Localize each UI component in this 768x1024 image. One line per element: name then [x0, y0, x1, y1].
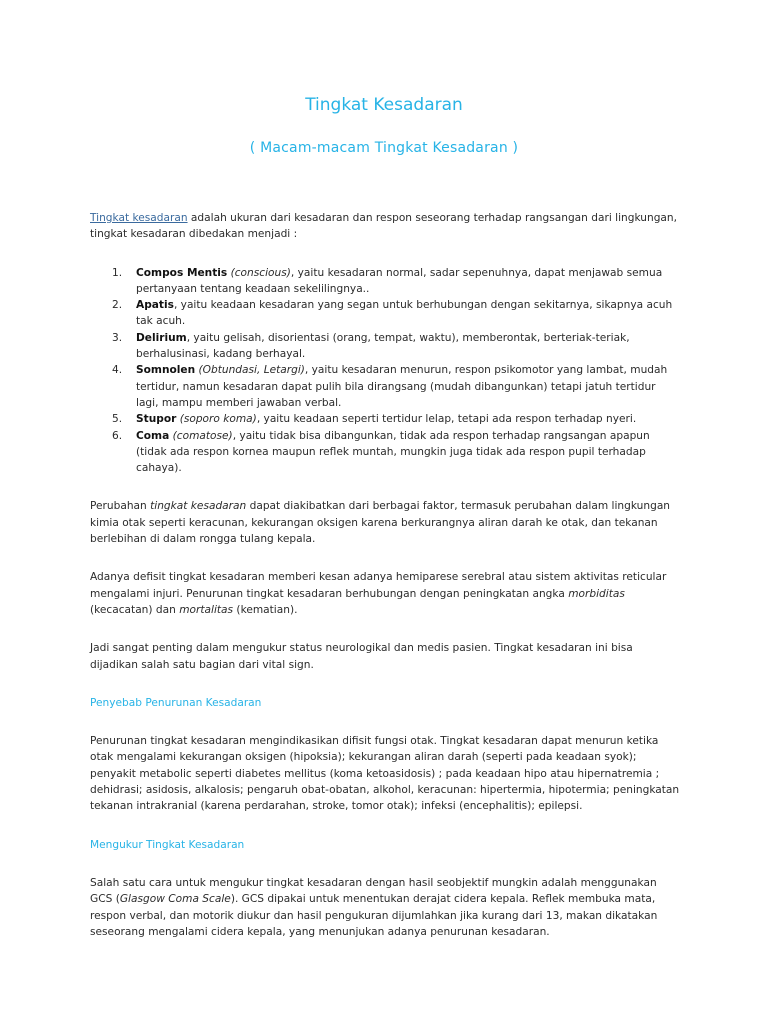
list-number: 5. — [112, 413, 123, 426]
italic-term: Glasgow Coma Scale — [119, 893, 231, 906]
level-term: Stupor — [136, 413, 177, 426]
consciousness-levels-list — [90, 265, 680, 477]
italic-term: morbiditas — [568, 587, 625, 600]
paragraph-text: Adanya defisit tingkat kesadaran memberi kesan adanya hemiparese serebral atau sistem aktivitas reticular mengalami injuri. Penurunan tingkat kesadaran berhubungan dengan peningkatan angka — [90, 571, 667, 600]
intro-text: adalah ukuran dari kesadaran dan respon seseorang terhadap rangsangan dari lingkungan, tingkat kesadaran dibedakan menjadi : — [90, 212, 677, 241]
intro-paragraph — [90, 210, 680, 243]
level-desc: , yaitu keadaan seperti tertidur lelap, tetapi ada respon terhadap nyeri. — [256, 413, 637, 426]
section-heading-penyebab: Penyebab Penurunan Kesadaran — [90, 696, 262, 709]
document-body — [90, 210, 680, 940]
italic-term: mortalitas — [179, 603, 234, 616]
tingkat-kesadaran-link[interactable]: Tingkat kesadaran — [90, 212, 188, 224]
section-heading-mengukur: Mengukur Tingkat Kesadaran — [90, 838, 245, 851]
level-latin: (Obtundasi, Letargi) — [198, 364, 305, 377]
level-desc: , yaitu kesadaran normal, sadar sepenuhnya, dapat menjawab semua pertanyaan tentang keadaan sekelilingnya.. — [136, 266, 663, 295]
list-number: 4. — [112, 364, 123, 377]
level-term: Coma — [136, 429, 170, 442]
paragraph-text: dapat diakibatkan dari berbagai faktor, termasuk perubahan dalam lingkungan kimia otak seperti keracunan, kekurangan oksigen karena berkurangnya aliran darah ke otak, dan tekanan berlebihan di dalam rongga tulang kepala. — [90, 500, 671, 546]
list-item — [90, 411, 680, 427]
level-term: Apatis — [136, 299, 174, 312]
list-item — [90, 297, 680, 330]
level-term: Delirium — [136, 331, 187, 344]
perubahan-paragraph — [90, 498, 680, 547]
level-desc: , yaitu gelisah, disorientasi (orang, tempat, waktu), memberontak, berteriak-teriak, berhalusinasi, kadang berhayal. — [136, 331, 630, 361]
level-term: Somnolen — [136, 364, 196, 377]
level-desc: , yaitu kesadaran menurun, respon psikomotor yang lambat, mudah tertidur, namun kesadaran dapat pulih bila dirangsang (mudah dibangunkan) tetapi jatuh tertidur lagi, mampu memberi jawaban verbal. — [136, 364, 668, 409]
list-item — [90, 330, 680, 363]
paragraph-text: ). GCS dipakai untuk menentukan derajat cidera kepala. Reflek membuka mata, respon verbal, dan motorik diukur dan hasil pengukuran dijumlahkan jika kurang dari 13, makan dikatakan seseorang mengalami cidera kepala, yang menunjukan adanya penurunan kesadaran. — [90, 893, 658, 938]
paragraph-text: Perubahan — [90, 500, 151, 513]
list-item — [90, 362, 680, 411]
level-desc: , yaitu tidak bisa dibangunkan, tidak ada respon terhadap rangsangan apapun (tidak ada respon kornea maupun reflek muntah, mungkin juga tidak ada respon pupil terhadap cahaya). — [136, 429, 650, 475]
level-latin: (conscious) — [230, 266, 291, 279]
jadi-paragraph: Jadi sangat penting dalam mengukur status neurologikal dan medis pasien. Tingkat kesadaran ini bisa dijadikan salah satu bagian dari vital sign. — [90, 642, 633, 671]
penyebab-paragraph: Penurunan tingkat kesadaran mengindikasikan difisit fungsi otak. Tingkat kesadaran dapat menurun ketika otak mengalami kekurangan oksigen (hipoksia); kekurangan aliran darah (seperti pada keadaan syok); penyakit metabolic seperti diabetes mellitus (koma ketoasidosis) ; pada keadaan hipo atau hipernatremia ; dehidrasi; asidosis, alkalosis; pengaruh obat-obatan, alkohol, keracunan: hipertermia, hipotermia; peningkatan tekanan intrakranial (karena perdarahan, stroke, tomor otak); infeksi (encephalitis); epilepsi. — [90, 735, 680, 813]
level-latin: (comatose) — [172, 429, 233, 442]
list-number: 1. — [112, 266, 123, 279]
list-item — [90, 428, 680, 477]
mengukur-paragraph — [90, 875, 680, 940]
italic-term: tingkat kesadaran — [150, 500, 247, 513]
defisit-paragraph — [90, 569, 680, 618]
list-number: 3. — [112, 331, 123, 344]
level-desc: , yaitu keadaan kesadaran yang segan untuk berhubungan dengan sekitarnya, sikapnya acuh tak acuh. — [136, 299, 673, 328]
page-subtitle: ( Macam-macam Tingkat Kesadaran ) — [249, 140, 519, 156]
paragraph-text: (kecacatan) dan — [90, 603, 180, 616]
list-item — [90, 265, 680, 298]
level-latin: (soporo koma) — [179, 413, 257, 426]
list-number: 6. — [112, 429, 123, 442]
level-term: Compos Mentis — [136, 266, 228, 279]
paragraph-text: (kematian). — [233, 603, 298, 616]
list-number: 2. — [112, 299, 123, 312]
page-title: Tingkat Kesadaran — [305, 95, 463, 115]
paragraph-text: Salah satu cara untuk mengukur tingkat kesadaran dengan hasil seobjektif mungkin adalah menggunakan GCS ( — [90, 876, 657, 906]
